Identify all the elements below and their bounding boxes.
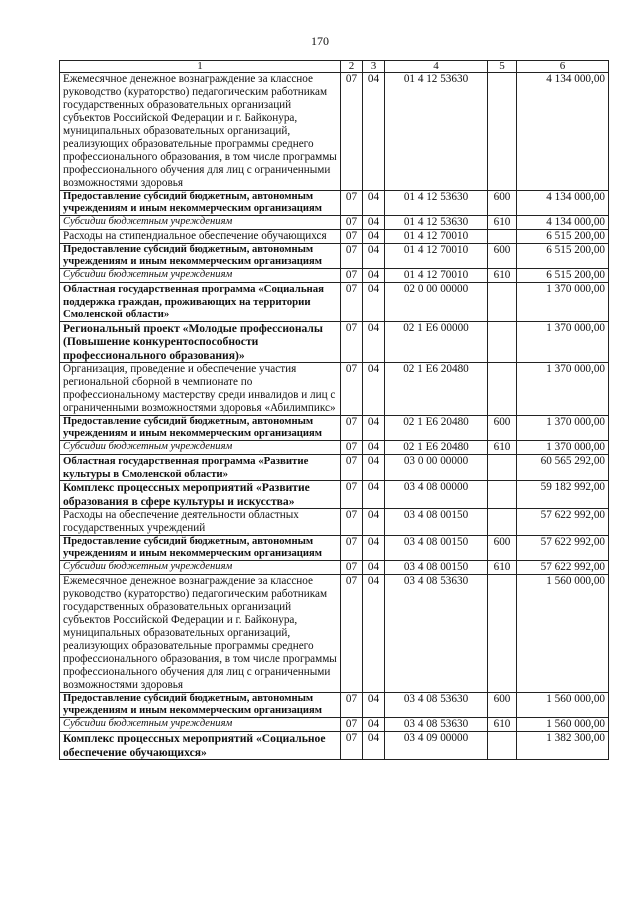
table-row bbox=[60, 230, 609, 244]
subsection-code-cell: 04 bbox=[363, 561, 385, 575]
row-name-cell: Предоставление субсидий бюджетным, автономным учреждениям и иным некоммерческим организациям bbox=[60, 536, 341, 561]
subsection-code-cell: 04 bbox=[363, 718, 385, 732]
amount-cell: 57 622 992,00 bbox=[517, 561, 609, 575]
expense-type-cell bbox=[488, 73, 517, 191]
table-row bbox=[60, 269, 609, 283]
table-row bbox=[60, 455, 609, 481]
subsection-code-cell: 04 bbox=[363, 455, 385, 481]
expense-type-cell bbox=[488, 363, 517, 416]
section-code-cell: 07 bbox=[341, 509, 363, 536]
column-header: 5 bbox=[488, 61, 517, 73]
subsection-code-cell: 04 bbox=[363, 191, 385, 216]
target-code-cell: 02 1 Е6 20480 bbox=[385, 416, 488, 441]
row-name-cell: Ежемесячное денежное вознаграждение за классное руководство (кураторство) педагогическим работникам государственных образовательных организаций субъектов Российской Федерации и г. Байконура, муниципальных образовательных организаций, реализующих образовательные программы среднего профессионального образования, в том числе программы профессионального обучения для лиц с ограниченными возможностями здоровья bbox=[60, 73, 341, 191]
target-code-cell: 03 4 08 53630 bbox=[385, 575, 488, 693]
row-name-cell: Организация, проведение и обеспечение участия региональной сборной в чемпионате по профессиональному мастерству среди инвалидов и лиц с ограниченными возможностями здоровья «Абилимпикс» bbox=[60, 363, 341, 416]
section-code-cell: 07 bbox=[341, 718, 363, 732]
amount-cell: 1 560 000,00 bbox=[517, 693, 609, 718]
row-name-cell: Областная государственная программа «Развитие культуры в Смоленской области» bbox=[60, 455, 341, 481]
subsection-code-cell: 04 bbox=[363, 321, 385, 363]
target-code-cell: 02 1 Е6 20480 bbox=[385, 363, 488, 416]
section-code-cell: 07 bbox=[341, 536, 363, 561]
section-code-cell: 07 bbox=[341, 575, 363, 693]
header-row bbox=[60, 61, 609, 73]
table-row bbox=[60, 575, 609, 693]
table-row bbox=[60, 561, 609, 575]
amount-cell: 57 622 992,00 bbox=[517, 509, 609, 536]
column-header: 3 bbox=[363, 61, 385, 73]
row-name-cell: Субсидии бюджетным учреждениям bbox=[60, 216, 341, 230]
table-body bbox=[60, 73, 609, 760]
row-name-cell: Субсидии бюджетным учреждениям bbox=[60, 561, 341, 575]
section-code-cell: 07 bbox=[341, 244, 363, 269]
subsection-code-cell: 04 bbox=[363, 481, 385, 509]
row-name-cell: Предоставление субсидий бюджетным, автономным учреждениям и иным некоммерческим организациям bbox=[60, 693, 341, 718]
expense-type-cell: 600 bbox=[488, 244, 517, 269]
table-row bbox=[60, 416, 609, 441]
subsection-code-cell: 04 bbox=[363, 416, 385, 441]
expense-type-cell: 600 bbox=[488, 536, 517, 561]
target-code-cell: 02 0 00 00000 bbox=[385, 283, 488, 322]
table-row bbox=[60, 693, 609, 718]
section-code-cell: 07 bbox=[341, 73, 363, 191]
target-code-cell: 03 4 08 53630 bbox=[385, 718, 488, 732]
subsection-code-cell: 04 bbox=[363, 269, 385, 283]
amount-cell: 4 134 000,00 bbox=[517, 191, 609, 216]
subsection-code-cell: 04 bbox=[363, 363, 385, 416]
subsection-code-cell: 04 bbox=[363, 244, 385, 269]
section-code-cell: 07 bbox=[341, 269, 363, 283]
expense-type-cell: 610 bbox=[488, 216, 517, 230]
column-header: 6 bbox=[517, 61, 609, 73]
expense-type-cell: 610 bbox=[488, 269, 517, 283]
section-code-cell: 07 bbox=[341, 693, 363, 718]
table-row bbox=[60, 363, 609, 416]
expense-type-cell bbox=[488, 230, 517, 244]
target-code-cell: 03 4 08 53630 bbox=[385, 693, 488, 718]
expense-type-cell: 600 bbox=[488, 693, 517, 718]
row-name-cell: Областная государственная программа «Социальная поддержка граждан, проживающих на территории Смоленской области» bbox=[60, 283, 341, 322]
subsection-code-cell: 04 bbox=[363, 441, 385, 455]
target-code-cell: 01 4 12 70010 bbox=[385, 244, 488, 269]
budget-table bbox=[59, 60, 609, 760]
row-name-cell: Ежемесячное денежное вознаграждение за классное руководство (кураторство) педагогическим работникам государственных образовательных организаций субъектов Российской Федерации и г. Байконура, муниципальных образовательных организаций, реализующих образовательные программы среднего профессионального образования, в том числе программы профессионального обучения для лиц с ограниченными возможностями здоровья bbox=[60, 575, 341, 693]
subsection-code-cell: 04 bbox=[363, 216, 385, 230]
amount-cell: 4 134 000,00 bbox=[517, 216, 609, 230]
page-number: 170 bbox=[311, 34, 329, 48]
amount-cell: 59 182 992,00 bbox=[517, 481, 609, 509]
target-code-cell: 02 1 Е6 20480 bbox=[385, 441, 488, 455]
row-name-cell: Предоставление субсидий бюджетным, автономным учреждениям и иным некоммерческим организациям bbox=[60, 416, 341, 441]
subsection-code-cell: 04 bbox=[363, 283, 385, 322]
row-name-cell: Субсидии бюджетным учреждениям bbox=[60, 441, 341, 455]
target-code-cell: 03 4 08 00150 bbox=[385, 509, 488, 536]
table-row bbox=[60, 321, 609, 363]
subsection-code-cell: 04 bbox=[363, 693, 385, 718]
row-name-cell: Расходы на обеспечение деятельности областных государственных учреждений bbox=[60, 509, 341, 536]
subsection-code-cell: 04 bbox=[363, 230, 385, 244]
target-code-cell: 01 4 12 53630 bbox=[385, 216, 488, 230]
row-name-cell: Предоставление субсидий бюджетным, автономным учреждениям и иным некоммерческим организациям bbox=[60, 191, 341, 216]
amount-cell: 6 515 200,00 bbox=[517, 269, 609, 283]
expense-type-cell bbox=[488, 732, 517, 760]
table-row bbox=[60, 481, 609, 509]
section-code-cell: 07 bbox=[341, 732, 363, 760]
amount-cell: 1 370 000,00 bbox=[517, 321, 609, 363]
row-name-cell: Субсидии бюджетным учреждениям bbox=[60, 718, 341, 732]
table-row bbox=[60, 732, 609, 760]
target-code-cell: 03 0 00 00000 bbox=[385, 455, 488, 481]
target-code-cell: 03 4 09 00000 bbox=[385, 732, 488, 760]
row-name-cell: Субсидии бюджетным учреждениям bbox=[60, 269, 341, 283]
expense-type-cell: 610 bbox=[488, 718, 517, 732]
expense-type-cell bbox=[488, 455, 517, 481]
table-row bbox=[60, 441, 609, 455]
target-code-cell: 03 4 08 00150 bbox=[385, 561, 488, 575]
amount-cell: 4 134 000,00 bbox=[517, 73, 609, 191]
section-code-cell: 07 bbox=[341, 216, 363, 230]
table-row bbox=[60, 283, 609, 322]
row-name-cell: Региональный проект «Молодые профессионалы (Повышение конкурентоспособности профессионального образования)» bbox=[60, 321, 341, 363]
subsection-code-cell: 04 bbox=[363, 732, 385, 760]
section-code-cell: 07 bbox=[341, 481, 363, 509]
section-code-cell: 07 bbox=[341, 283, 363, 322]
subsection-code-cell: 04 bbox=[363, 73, 385, 191]
section-code-cell: 07 bbox=[341, 230, 363, 244]
section-code-cell: 07 bbox=[341, 561, 363, 575]
expense-type-cell: 600 bbox=[488, 191, 517, 216]
table-row bbox=[60, 73, 609, 191]
row-name-cell: Комплекс процессных мероприятий «Социальное обеспечение обучающихся» bbox=[60, 732, 341, 760]
amount-cell: 1 370 000,00 bbox=[517, 363, 609, 416]
target-code-cell: 03 4 08 00000 bbox=[385, 481, 488, 509]
table-row bbox=[60, 244, 609, 269]
expense-type-cell bbox=[488, 283, 517, 322]
amount-cell: 1 370 000,00 bbox=[517, 441, 609, 455]
target-code-cell: 03 4 08 00150 bbox=[385, 536, 488, 561]
amount-cell: 60 565 292,00 bbox=[517, 455, 609, 481]
section-code-cell: 07 bbox=[341, 455, 363, 481]
amount-cell: 1 370 000,00 bbox=[517, 416, 609, 441]
amount-cell: 6 515 200,00 bbox=[517, 244, 609, 269]
amount-cell: 1 370 000,00 bbox=[517, 283, 609, 322]
amount-cell: 1 560 000,00 bbox=[517, 718, 609, 732]
amount-cell: 1 382 300,00 bbox=[517, 732, 609, 760]
section-code-cell: 07 bbox=[341, 363, 363, 416]
section-code-cell: 07 bbox=[341, 441, 363, 455]
row-name-cell: Комплекс процессных мероприятий «Развитие образования в сфере культуры и искусства» bbox=[60, 481, 341, 509]
expense-type-cell: 600 bbox=[488, 416, 517, 441]
expense-type-cell: 610 bbox=[488, 561, 517, 575]
expense-type-cell bbox=[488, 575, 517, 693]
target-code-cell: 02 1 Е6 00000 bbox=[385, 321, 488, 363]
table-row bbox=[60, 191, 609, 216]
table-row bbox=[60, 536, 609, 561]
row-name-cell: Предоставление субсидий бюджетным, автономным учреждениям и иным некоммерческим организациям bbox=[60, 244, 341, 269]
target-code-cell: 01 4 12 53630 bbox=[385, 191, 488, 216]
amount-cell: 57 622 992,00 bbox=[517, 536, 609, 561]
column-header: 1 bbox=[60, 61, 341, 73]
table-row bbox=[60, 718, 609, 732]
section-code-cell: 07 bbox=[341, 321, 363, 363]
target-code-cell: 01 4 12 70010 bbox=[385, 230, 488, 244]
column-header: 4 bbox=[385, 61, 488, 73]
subsection-code-cell: 04 bbox=[363, 509, 385, 536]
target-code-cell: 01 4 12 70010 bbox=[385, 269, 488, 283]
expense-type-cell bbox=[488, 321, 517, 363]
amount-cell: 6 515 200,00 bbox=[517, 230, 609, 244]
row-name-cell: Расходы на стипендиальное обеспечение обучающихся bbox=[60, 230, 341, 244]
subsection-code-cell: 04 bbox=[363, 536, 385, 561]
amount-cell: 1 560 000,00 bbox=[517, 575, 609, 693]
table-row bbox=[60, 216, 609, 230]
subsection-code-cell: 04 bbox=[363, 575, 385, 693]
table-row bbox=[60, 509, 609, 536]
column-header: 2 bbox=[341, 61, 363, 73]
target-code-cell: 01 4 12 53630 bbox=[385, 73, 488, 191]
section-code-cell: 07 bbox=[341, 416, 363, 441]
section-code-cell: 07 bbox=[341, 191, 363, 216]
expense-type-cell bbox=[488, 509, 517, 536]
expense-type-cell bbox=[488, 481, 517, 509]
expense-type-cell: 610 bbox=[488, 441, 517, 455]
